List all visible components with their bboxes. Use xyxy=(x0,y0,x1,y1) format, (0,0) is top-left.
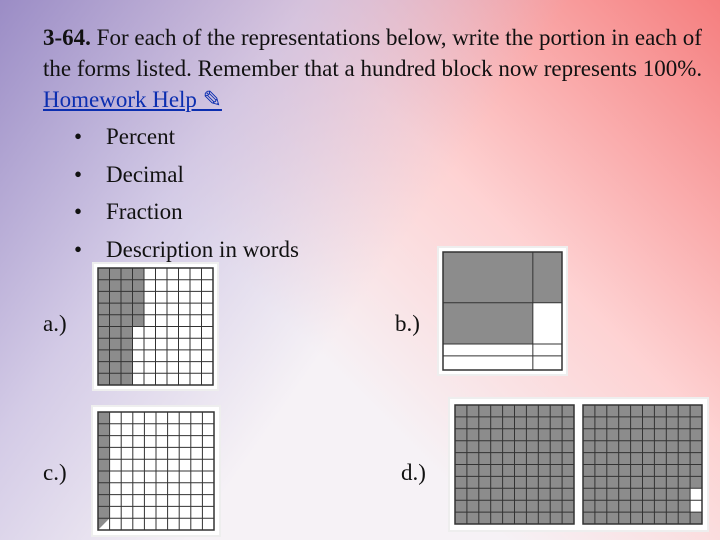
grid-cell-shaded xyxy=(666,476,678,488)
grid-cell-shaded xyxy=(515,488,527,500)
grid-cell-shaded xyxy=(654,405,666,417)
grid-cell-shaded xyxy=(526,500,538,512)
grid-cell-shaded xyxy=(666,405,678,417)
grid-cell-shaded xyxy=(133,315,145,327)
grid-cell-shaded xyxy=(631,429,643,441)
grid-cell-shaded xyxy=(467,512,479,524)
grid-cell-shaded xyxy=(583,429,595,441)
grid-cell-shaded xyxy=(595,441,607,453)
grid-cell-shaded xyxy=(491,453,503,465)
grid-cell-shaded xyxy=(595,500,607,512)
grid-cell-shaded xyxy=(678,465,690,477)
diagram-b-card xyxy=(439,248,566,374)
grid-cell-shaded xyxy=(595,429,607,441)
grid-cell-shaded xyxy=(678,512,690,524)
grid-cell-shaded xyxy=(491,429,503,441)
grid-cell-shaded xyxy=(110,350,122,362)
grid-cell-shaded xyxy=(538,417,550,429)
grid-cell-shaded xyxy=(467,441,479,453)
grid-cell-shaded xyxy=(479,429,491,441)
grid-cell-shaded xyxy=(550,429,562,441)
grid-cell-shaded xyxy=(121,303,133,315)
grid-cell-shaded xyxy=(562,441,574,453)
grid-cell-shaded xyxy=(690,417,702,429)
grid-cell-shaded xyxy=(121,280,133,292)
grid-cell-shaded xyxy=(479,476,491,488)
problem-text: For each of the representations below, write the portion in each of the forms listed. Remember that a hundred block now represents 100%. xyxy=(43,25,703,81)
grid-cell-shaded xyxy=(619,476,631,488)
grid-cell-shaded xyxy=(98,362,110,374)
grid-cell-shaded xyxy=(678,453,690,465)
grid-cell-shaded xyxy=(595,512,607,524)
grid-cell-shaded xyxy=(607,441,619,453)
grid-cell-shaded xyxy=(690,441,702,453)
grid-cell-shaded xyxy=(550,417,562,429)
grid-cell-shaded xyxy=(607,500,619,512)
grid-cell-shaded xyxy=(467,429,479,441)
grid-cell-shaded xyxy=(631,405,643,417)
grid-cell-shaded xyxy=(110,280,122,292)
grid-cell-shaded xyxy=(595,453,607,465)
form-item-decimal: • Decimal xyxy=(74,156,299,194)
grid-cell-shaded xyxy=(631,453,643,465)
grid-cell-shaded xyxy=(690,512,702,524)
grid-cell-shaded xyxy=(643,500,655,512)
grid-cell-shaded xyxy=(121,373,133,385)
diagram-a-card xyxy=(94,264,217,389)
grid-cell-shaded xyxy=(455,465,467,477)
grid-cell-shaded xyxy=(503,512,515,524)
grid-cell-shaded xyxy=(595,488,607,500)
grid-cell-shaded xyxy=(526,453,538,465)
grid-cell-shaded xyxy=(467,405,479,417)
grid-cell-shaded xyxy=(98,315,110,327)
grid-cell-shaded xyxy=(538,512,550,524)
grid-cell-shaded xyxy=(619,441,631,453)
grid-cell-shaded xyxy=(526,476,538,488)
grid-cell-shaded xyxy=(607,476,619,488)
grid-cell-shaded xyxy=(479,465,491,477)
grid-cell-shaded xyxy=(515,476,527,488)
grid-cell-shaded xyxy=(121,315,133,327)
grid-cell-shaded xyxy=(607,429,619,441)
grid-cell-shaded xyxy=(98,350,110,362)
grid-cell-shaded xyxy=(583,476,595,488)
grid-cell-shaded xyxy=(607,488,619,500)
grid-cell-shaded xyxy=(98,373,110,385)
grid-cell-shaded xyxy=(455,500,467,512)
grid-cell-shaded xyxy=(666,488,678,500)
grid-cell-shaded xyxy=(491,441,503,453)
grid-cell-shaded xyxy=(550,500,562,512)
grid-cell-shaded xyxy=(690,405,702,417)
grid-cell-shaded xyxy=(583,500,595,512)
grid-cell-shaded xyxy=(110,373,122,385)
grid-cell-shaded xyxy=(562,429,574,441)
grid-cell-shaded xyxy=(690,429,702,441)
grid-cell-shaded xyxy=(98,483,110,495)
grid-cell-shaded xyxy=(607,405,619,417)
grid-cell-shaded xyxy=(631,465,643,477)
grid-cell-shaded xyxy=(631,488,643,500)
grid-cell-shaded xyxy=(455,405,467,417)
grid-cell-shaded xyxy=(666,453,678,465)
grid-cell-shaded xyxy=(467,465,479,477)
grid-cell-shaded xyxy=(538,453,550,465)
grid-cell-shaded xyxy=(503,488,515,500)
grid-cell-shaded xyxy=(121,338,133,350)
grid-cell-shaded xyxy=(678,500,690,512)
grid-cell-shaded xyxy=(98,506,110,518)
grid-cell-shaded xyxy=(631,500,643,512)
grid-cell-shaded xyxy=(455,488,467,500)
grid-cell-shaded xyxy=(619,512,631,524)
grid-cell-half-shaded xyxy=(98,518,110,530)
grid-cell-shaded xyxy=(550,453,562,465)
grid-cell-shaded xyxy=(526,512,538,524)
grid-cell-shaded xyxy=(666,512,678,524)
grid-cell-shaded xyxy=(643,453,655,465)
diagram-c-card xyxy=(93,407,219,535)
grid-cell-shaded xyxy=(595,405,607,417)
grid-cell-shaded xyxy=(98,291,110,303)
grid-cell-shaded xyxy=(98,412,110,424)
grid-cell-shaded xyxy=(562,476,574,488)
grid-cell-shaded xyxy=(503,429,515,441)
grid-cell-shaded xyxy=(678,429,690,441)
grid-cell-shaded xyxy=(515,512,527,524)
grid-cell-shaded xyxy=(619,465,631,477)
grid-cell-shaded xyxy=(503,453,515,465)
grid-cell-shaded xyxy=(562,488,574,500)
grid-cell-shaded xyxy=(479,512,491,524)
grid-cell-shaded xyxy=(643,429,655,441)
grid-cell-shaded xyxy=(479,405,491,417)
grid-cell-shaded xyxy=(98,338,110,350)
grid-cell-shaded xyxy=(455,453,467,465)
grid-cell-shaded xyxy=(631,441,643,453)
hundred-grid-d-left xyxy=(455,405,574,524)
grid-cell-shaded xyxy=(643,405,655,417)
label-b: b.) xyxy=(395,311,420,336)
grid-cell-shaded xyxy=(467,453,479,465)
grid-cell-shaded xyxy=(643,441,655,453)
grid-cell-shaded xyxy=(583,441,595,453)
grid-cell-shaded xyxy=(110,327,122,339)
grid-cell-shaded xyxy=(467,417,479,429)
grid-cell-shaded xyxy=(690,476,702,488)
grid-cell-shaded xyxy=(110,303,122,315)
grid-cell-shaded xyxy=(595,465,607,477)
grid-cell-shaded xyxy=(654,429,666,441)
grid-cell-shaded xyxy=(607,453,619,465)
grid-cell-shaded xyxy=(479,488,491,500)
grid-cell-shaded xyxy=(538,441,550,453)
grid-cell-shaded xyxy=(491,465,503,477)
grid-cell-shaded xyxy=(121,350,133,362)
grid-cell-shaded xyxy=(654,476,666,488)
grid-cell-shaded xyxy=(678,417,690,429)
grid-cell-shaded xyxy=(515,465,527,477)
grid-cell-shaded xyxy=(654,512,666,524)
grid-cell-shaded xyxy=(538,500,550,512)
grid-cell-shaded xyxy=(479,500,491,512)
grid-cell-shaded xyxy=(503,405,515,417)
grid-cell-shaded xyxy=(538,429,550,441)
label-a: a.) xyxy=(43,311,67,336)
homework-help-link[interactable]: Homework Help ✎ xyxy=(43,87,222,112)
grid-cell-shaded xyxy=(526,417,538,429)
grid-cell-shaded xyxy=(562,500,574,512)
grid-cell-shaded xyxy=(455,417,467,429)
grid-cell-shaded xyxy=(479,453,491,465)
grid-cell-shaded xyxy=(121,291,133,303)
grid-cell-shaded xyxy=(515,500,527,512)
grid-cell-shaded xyxy=(678,405,690,417)
grid-cell-shaded xyxy=(619,488,631,500)
grid-cell-shaded xyxy=(643,417,655,429)
grid-cell-shaded xyxy=(121,327,133,339)
grid-cell-shaded xyxy=(526,405,538,417)
grid-cell-shaded xyxy=(98,447,110,459)
grid-cell-shaded xyxy=(607,512,619,524)
grid-cell-shaded xyxy=(583,417,595,429)
grid-cell-shaded xyxy=(526,429,538,441)
grid-cell-shaded xyxy=(619,429,631,441)
grid-cell-shaded xyxy=(491,417,503,429)
grid-cell-shaded xyxy=(526,488,538,500)
grid-cell-shaded xyxy=(491,500,503,512)
grid-cell-shaded xyxy=(550,465,562,477)
grid-cell-shaded xyxy=(98,424,110,436)
grid-cell-shaded xyxy=(491,405,503,417)
grid-cell-shaded xyxy=(607,417,619,429)
grid-cell-shaded xyxy=(654,465,666,477)
form-item-fraction: • Fraction xyxy=(74,193,299,231)
grid-cell-shaded xyxy=(98,303,110,315)
grid-cell-shaded xyxy=(690,465,702,477)
grid-cell-shaded xyxy=(467,476,479,488)
grid-cell-shaded xyxy=(619,417,631,429)
grid-cell-shaded xyxy=(538,405,550,417)
grid-cell-shaded xyxy=(631,512,643,524)
problem-statement xyxy=(43,22,703,115)
grid-cell-shaded xyxy=(455,429,467,441)
grid-cell-shaded xyxy=(550,405,562,417)
grid-cell-shaded xyxy=(503,500,515,512)
grid-cell-shaded xyxy=(98,327,110,339)
grid-cell-shaded xyxy=(595,476,607,488)
grid-cell-shaded xyxy=(550,488,562,500)
grid-cell-shaded xyxy=(110,291,122,303)
problem-number: 3-64. xyxy=(43,25,91,50)
grid-cell-shaded xyxy=(666,500,678,512)
grid-cell-shaded xyxy=(110,315,122,327)
grid-cell-shaded xyxy=(515,417,527,429)
grid-cell-shaded xyxy=(678,476,690,488)
grid-cell-shaded xyxy=(550,441,562,453)
strip-block-b xyxy=(443,252,562,370)
grid-cell-shaded xyxy=(133,303,145,315)
grid-cell-shaded xyxy=(583,453,595,465)
grid-cell-shaded xyxy=(491,476,503,488)
strip-shaded-side xyxy=(533,252,562,303)
grid-cell-shaded xyxy=(515,405,527,417)
grid-cell-shaded xyxy=(619,405,631,417)
grid-cell-shaded xyxy=(595,417,607,429)
grid-cell-shaded xyxy=(607,465,619,477)
grid-cell-shaded xyxy=(654,417,666,429)
grid-cell-shaded xyxy=(467,488,479,500)
grid-cell-shaded xyxy=(538,488,550,500)
hundred-grid-d-right xyxy=(583,405,702,524)
grid-cell-shaded xyxy=(678,488,690,500)
grid-cell-shaded xyxy=(643,512,655,524)
grid-cell-shaded xyxy=(666,429,678,441)
grid-cell-shaded xyxy=(133,280,145,292)
grid-cell-shaded xyxy=(643,476,655,488)
grid-cell-shaded xyxy=(538,465,550,477)
grid-cell-shaded xyxy=(583,488,595,500)
grid-cell-shaded xyxy=(619,500,631,512)
label-d: d.) xyxy=(401,460,426,485)
grid-cell-shaded xyxy=(654,441,666,453)
strip-shaded-main xyxy=(443,252,533,344)
grid-cell-shaded xyxy=(503,441,515,453)
grid-cell-shaded xyxy=(654,488,666,500)
grid-cell-shaded xyxy=(110,268,122,280)
grid-cell-shaded xyxy=(583,405,595,417)
grid-cell-shaded xyxy=(666,465,678,477)
grid-cell-shaded xyxy=(121,362,133,374)
grid-cell-shaded xyxy=(98,459,110,471)
grid-cell-shaded xyxy=(98,495,110,507)
grid-cell-shaded xyxy=(690,453,702,465)
grid-cell-shaded xyxy=(467,500,479,512)
grid-cell-shaded xyxy=(515,453,527,465)
grid-cell-shaded xyxy=(98,280,110,292)
grid-cell-shaded xyxy=(503,417,515,429)
form-item-percent: • Percent xyxy=(74,118,299,156)
grid-cell-shaded xyxy=(654,453,666,465)
grid-cell-shaded xyxy=(666,441,678,453)
grid-cell-shaded xyxy=(503,476,515,488)
grid-cell-shaded xyxy=(479,417,491,429)
grid-cell-shaded xyxy=(526,465,538,477)
grid-cell-shaded xyxy=(455,476,467,488)
grid-cell-shaded xyxy=(643,488,655,500)
grid-cell-shaded xyxy=(643,465,655,477)
grid-cell-shaded xyxy=(526,441,538,453)
label-c: c.) xyxy=(43,460,67,485)
grid-cell-shaded xyxy=(583,512,595,524)
grid-cell-shaded xyxy=(491,512,503,524)
grid-cell-shaded xyxy=(619,453,631,465)
grid-cell-shaded xyxy=(110,338,122,350)
grid-cell-shaded xyxy=(562,453,574,465)
grid-cell-shaded xyxy=(479,441,491,453)
grid-cell-shaded xyxy=(503,465,515,477)
grid-cell-shaded xyxy=(491,488,503,500)
diagram-d-card xyxy=(450,399,707,530)
grid-cell-shaded xyxy=(98,268,110,280)
grid-cell-shaded xyxy=(631,476,643,488)
grid-cell-shaded xyxy=(550,476,562,488)
grid-cell-shaded xyxy=(133,268,145,280)
grid-cell-shaded xyxy=(654,500,666,512)
grid-cell-shaded xyxy=(110,362,122,374)
hundred-grid-c xyxy=(98,412,214,530)
grid-cell-shaded xyxy=(562,512,574,524)
grid-cell-shaded xyxy=(515,441,527,453)
grid-cell-shaded xyxy=(515,429,527,441)
hundred-grid-a xyxy=(98,268,213,385)
grid-cell-shaded xyxy=(550,512,562,524)
grid-cell-shaded xyxy=(98,436,110,448)
grid-cell-shaded xyxy=(455,441,467,453)
form-item-description: • Description in words xyxy=(74,231,299,269)
grid-cell-shaded xyxy=(666,417,678,429)
grid-cell-shaded xyxy=(562,465,574,477)
grid-cell-shaded xyxy=(455,512,467,524)
grid-cell-shaded xyxy=(98,471,110,483)
grid-cell-shaded xyxy=(133,291,145,303)
grid-cell-shaded xyxy=(678,441,690,453)
grid-cell-shaded xyxy=(562,405,574,417)
grid-cell-shaded xyxy=(631,417,643,429)
grid-cell-shaded xyxy=(583,465,595,477)
grid-cell-shaded xyxy=(121,268,133,280)
forms-list xyxy=(74,118,299,269)
grid-cell-shaded xyxy=(562,417,574,429)
grid-cell-shaded xyxy=(538,476,550,488)
